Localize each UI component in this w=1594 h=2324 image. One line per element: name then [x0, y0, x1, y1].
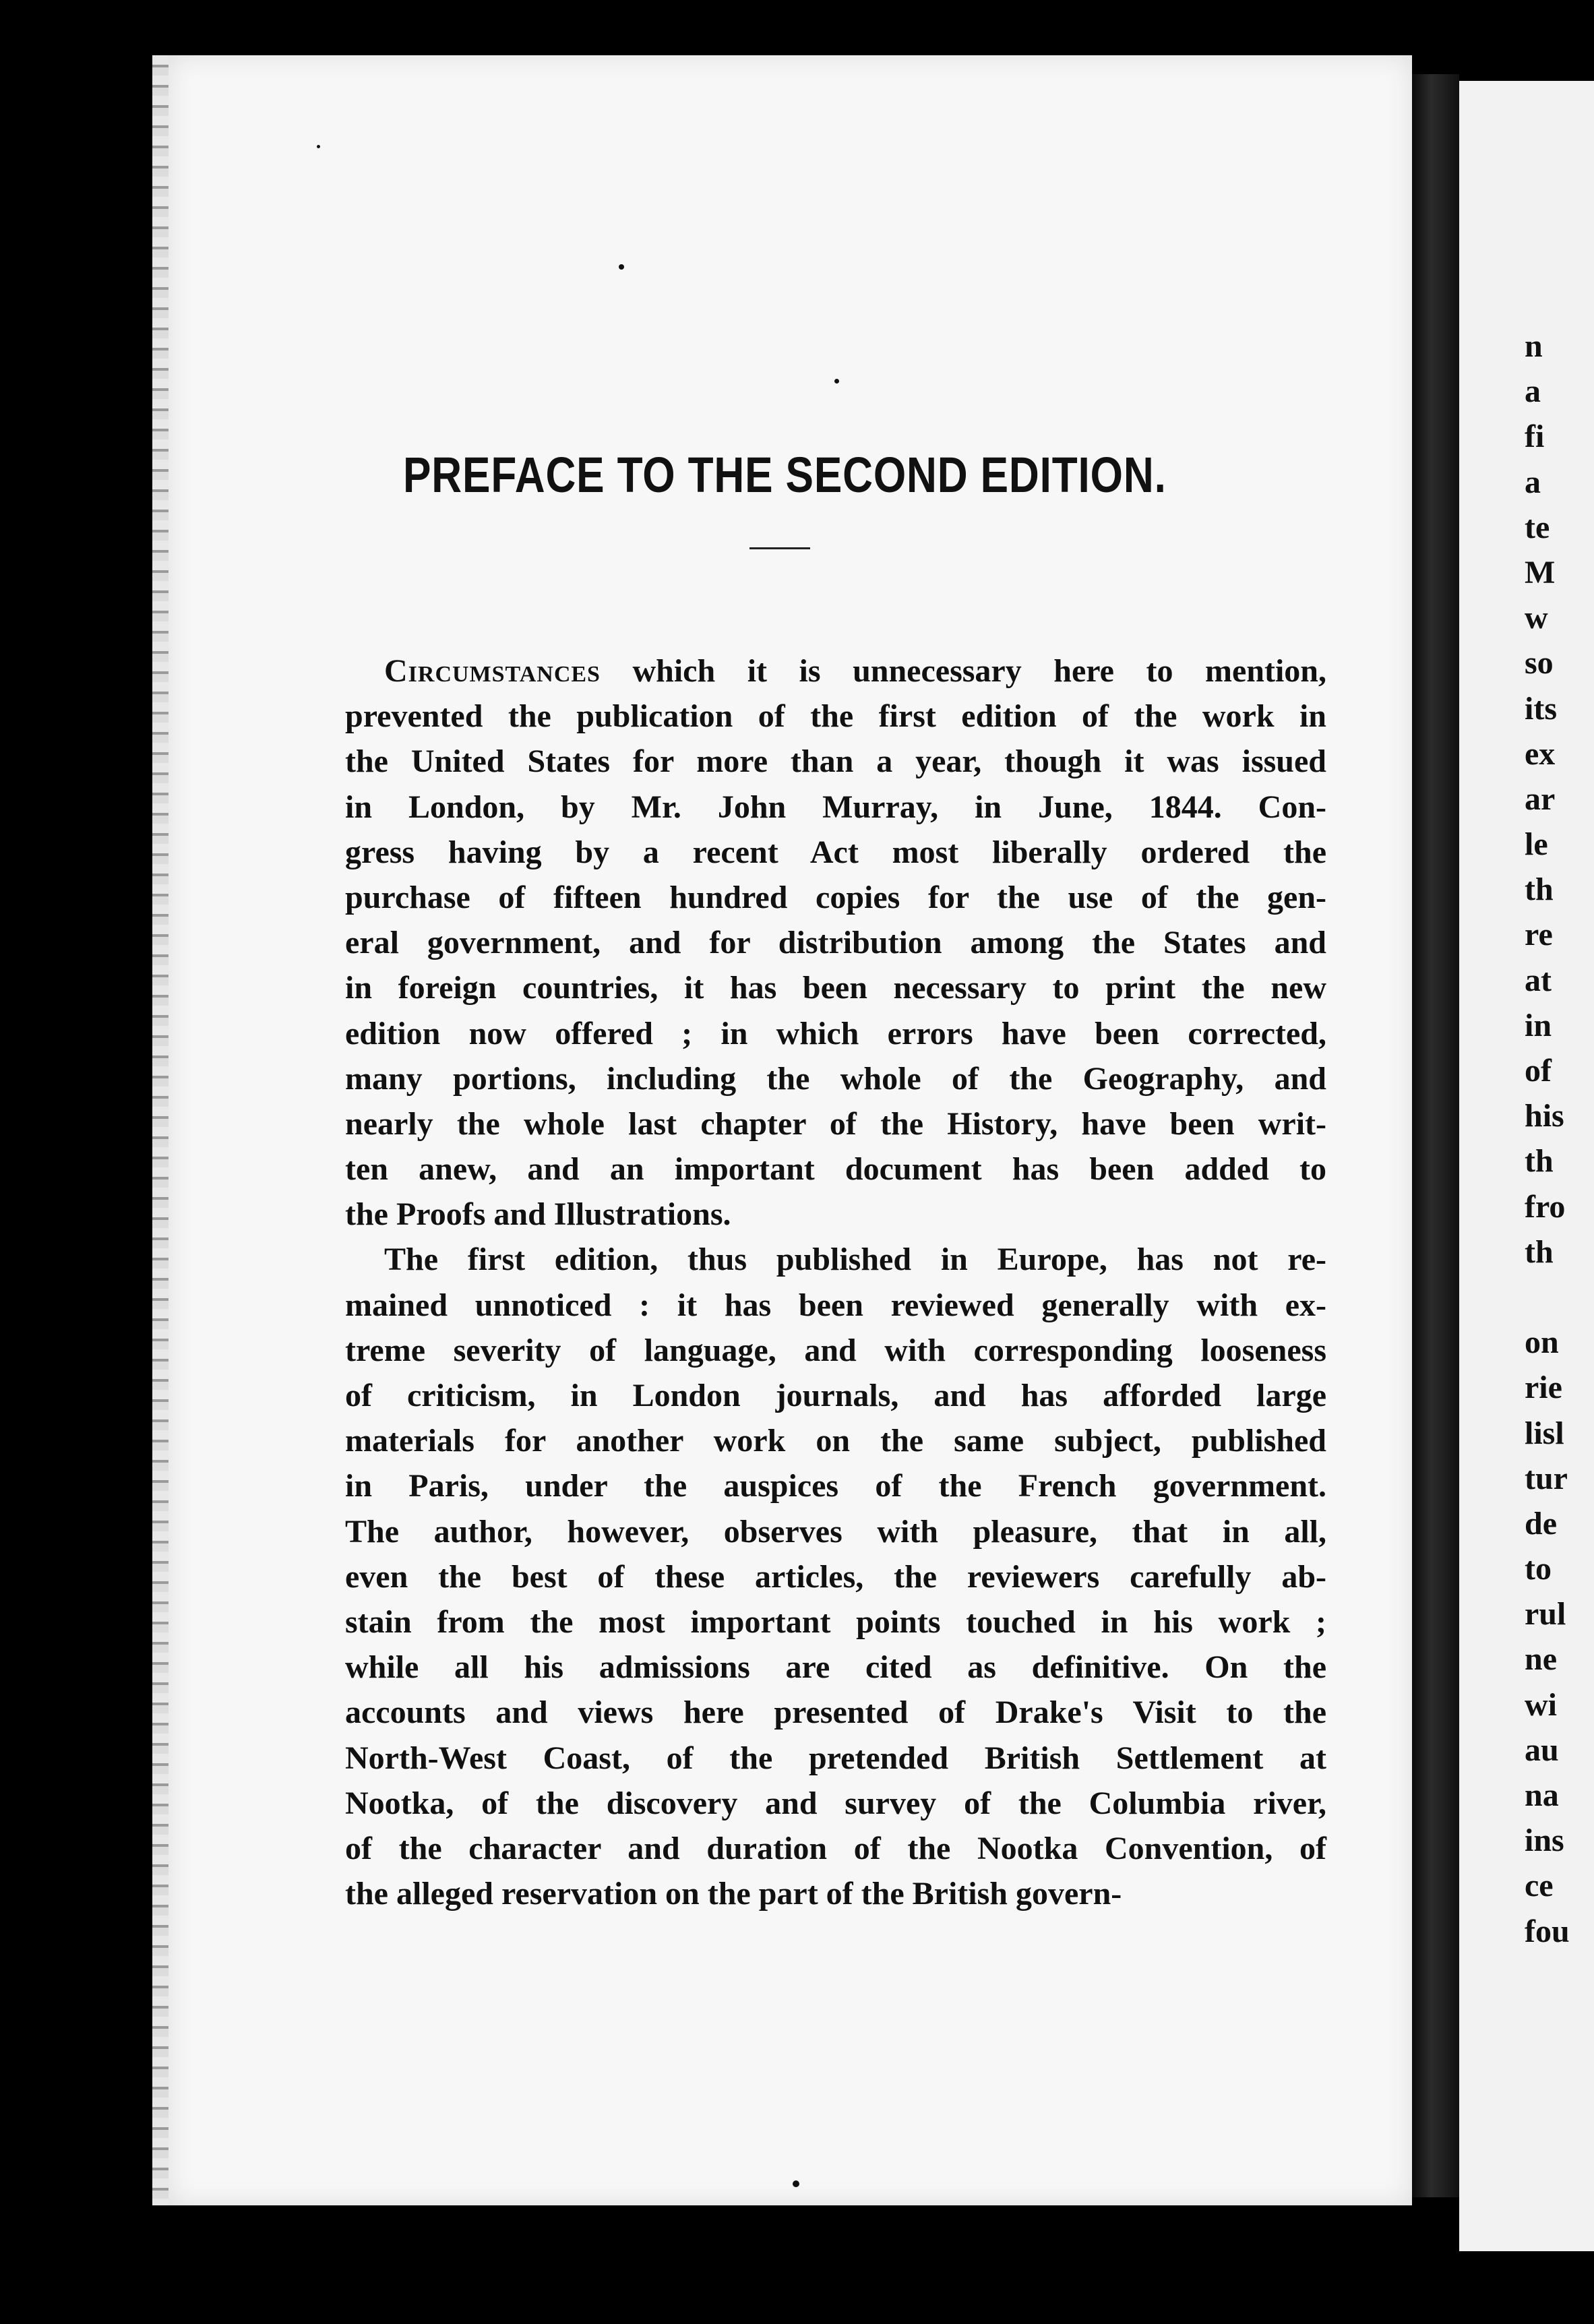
facing-page-fragment: of [1525, 1053, 1552, 1089]
facing-page-fragment: fi [1525, 419, 1545, 455]
text-line-content: mained unnoticed : it has been reviewed generally with ex- [345, 1287, 1326, 1323]
text-line-content: even the best of these articles, the reviewers carefully ab- [345, 1558, 1326, 1595]
text-line-content: which it is unnecessary here to mention, [600, 653, 1326, 689]
facing-page-fragment: on [1525, 1324, 1559, 1361]
text-line [345, 830, 1326, 875]
text-line [345, 1146, 1326, 1192]
facing-page-fragment: rul [1525, 1596, 1566, 1632]
text-line-content: Nootka, of the discovery and survey of the Columbia river, [345, 1785, 1326, 1821]
text-line-content: nearly the whole last chapter of the History, have been writ- [345, 1105, 1326, 1142]
facing-page-fragment: a [1525, 373, 1541, 410]
facing-page-fragment: w [1525, 600, 1548, 636]
text-line [345, 1736, 1326, 1781]
speck [793, 2180, 799, 2187]
facing-page-fragment: ar [1525, 781, 1556, 817]
facing-page-fragment: in [1525, 1007, 1552, 1043]
text-line [345, 1418, 1326, 1463]
text-line-content: The first edition, thus published in Europe, has not re- [384, 1242, 1326, 1278]
text-line-content: the alleged reservation on the part of the British govern- [345, 1876, 1122, 1912]
text-line [345, 739, 1326, 784]
text-line [345, 875, 1326, 920]
text-line [345, 648, 1326, 694]
facing-page-fragment: wi [1525, 1686, 1557, 1723]
facing-page-fragment: le [1525, 826, 1548, 863]
text-line [345, 1871, 1326, 1916]
speck [619, 264, 624, 270]
text-line-content: many portions, including the whole of the Geography, and [345, 1060, 1326, 1097]
text-line-content: in Paris, under the auspices of the French government. [345, 1468, 1326, 1504]
facing-page-fragment: lisl [1525, 1415, 1564, 1451]
facing-page-fragment: te [1525, 509, 1550, 545]
text-line-content: while all his admissions are cited as definitive. On the [345, 1649, 1326, 1686]
facing-page-fragment: au [1525, 1732, 1559, 1768]
text-line [345, 1690, 1326, 1735]
text-line-content: purchase of fifteen hundred copies for the use of the gen- [345, 879, 1326, 915]
facing-page-fragment: M [1525, 554, 1556, 590]
text-line [345, 1463, 1326, 1508]
text-line-content: the United States for more than a year, though it was issued [345, 743, 1326, 780]
small-caps-opening-word: Circumstances [384, 653, 601, 689]
text-line [345, 1826, 1326, 1871]
facing-page-fragment: his [1525, 1098, 1564, 1134]
speck [834, 379, 839, 384]
text-line-content: in London, by Mr. John Murray, in June, 1844. Con- [345, 789, 1326, 825]
page-title: PREFACE TO THE SECOND EDITION. [403, 447, 1167, 503]
text-line-content: of criticism, in London journals, and has afforded large [345, 1378, 1326, 1413]
text-line [345, 1192, 1326, 1237]
text-line-content: eral government, and for distribution among the States and [345, 925, 1326, 961]
text-line-content: the Proofs and Illustrations. [345, 1196, 731, 1233]
facing-page-text-fragments [1525, 324, 1578, 1954]
facing-page-fragment: so [1525, 645, 1554, 681]
text-line [345, 1011, 1326, 1056]
text-line [345, 1101, 1326, 1146]
text-line [345, 1373, 1326, 1418]
facing-page-fragment: na [1525, 1777, 1559, 1813]
text-line [345, 694, 1326, 739]
facing-page-fragment: ce [1525, 1868, 1554, 1904]
facing-page-fragment: tur [1525, 1460, 1568, 1496]
facing-page-fragment: to [1525, 1551, 1552, 1587]
text-line [345, 1645, 1326, 1690]
text-line-content: edition now offered ; in which errors have been corrected, [345, 1015, 1326, 1051]
text-line-content: gress having by a recent Act most liberally ordered the [345, 834, 1326, 870]
facing-page-fragment: rie [1525, 1370, 1562, 1406]
text-line [345, 1781, 1326, 1826]
facing-page-fragment: n [1525, 328, 1543, 364]
text-line-content: treme severity of language, and with corresponding looseness [345, 1332, 1326, 1368]
text-line [345, 1509, 1326, 1554]
title-rule [749, 547, 810, 549]
facing-page-fragment: de [1525, 1505, 1557, 1541]
text-line-content: North-West Coast, of the pretended British Settlement at [345, 1740, 1326, 1776]
text-line-content: ten anew, and an important document has been added to [345, 1151, 1326, 1188]
facing-page-fragment: ne [1525, 1641, 1557, 1678]
text-line [345, 785, 1326, 830]
preface-body [345, 648, 1326, 1916]
facing-page-fragment: fro [1525, 1188, 1566, 1225]
text-line-content: accounts and views here presented of Drake's Visit to the [345, 1694, 1326, 1731]
text-line-content: of the character and duration of the Nootka Convention, of [345, 1830, 1326, 1866]
facing-page-fragment: ex [1525, 735, 1556, 772]
facing-page-fragment: re [1525, 917, 1553, 953]
facing-page-fragment: th [1525, 1143, 1554, 1180]
facing-page-fragment: its [1525, 690, 1557, 727]
facing-page-fragment: th [1525, 872, 1554, 908]
text-line-content: stain from the most important points touched in his work ; [345, 1603, 1326, 1640]
text-line-content: in foreign countries, it has been necessary to print the new [345, 970, 1326, 1006]
text-line [345, 1056, 1326, 1101]
facing-page-fragment: fou [1525, 1913, 1570, 1949]
text-line [345, 965, 1326, 1010]
facing-page-fragment: th [1525, 1233, 1554, 1270]
text-line [345, 1599, 1326, 1645]
paragraph-2 [345, 1237, 1326, 1916]
text-line [345, 1554, 1326, 1599]
paragraph-1 [345, 648, 1326, 1237]
facing-page-fragment: at [1525, 962, 1552, 998]
facing-page-fragment [1525, 1275, 1578, 1320]
text-line [345, 1237, 1326, 1282]
speck [317, 145, 320, 148]
text-line-content: materials for another work on the same subject, published [345, 1423, 1326, 1459]
text-line [345, 920, 1326, 965]
text-line [345, 1283, 1326, 1328]
text-line-content: prevented the publication of the first edition of the work in [345, 698, 1326, 735]
facing-page-fragment: a [1525, 464, 1541, 500]
text-line-content: The author, however, observes with pleasure, that in all, [345, 1513, 1326, 1550]
facing-page-fragment: ins [1525, 1823, 1564, 1859]
text-line [345, 1328, 1326, 1373]
gutter-shadow [1412, 74, 1459, 2197]
